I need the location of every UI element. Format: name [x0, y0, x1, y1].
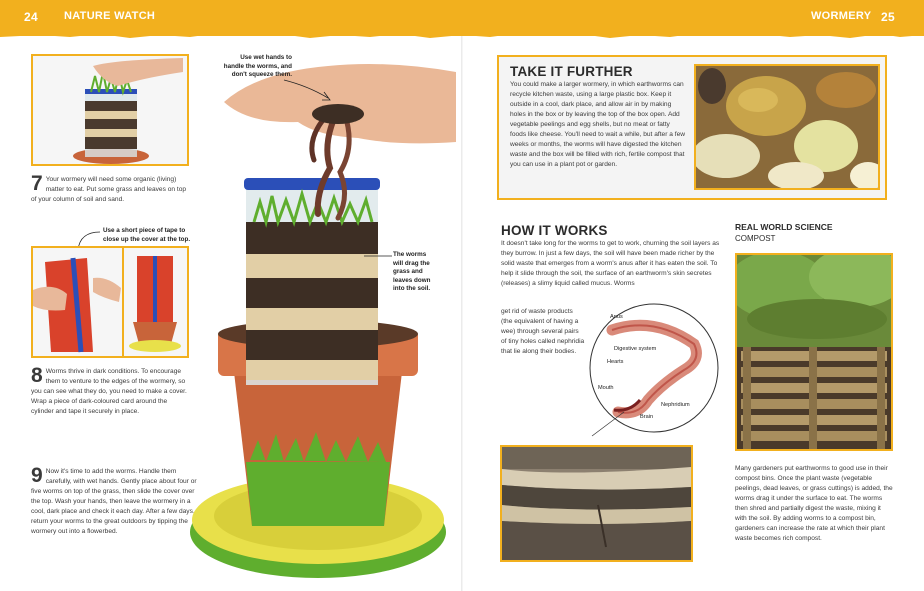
step9-text: Now it's time to add the worms. Handle them carefully, with wet hands. Gently place about four or five worms on top of the grass, then slide the cover over the top. Wash your hands, then leave the wormery in a cool, dark place and check it each day. After a few days, return your worms to the great outdoors by tipping the wormery out into a flowerbed.: [31, 468, 197, 535]
soil-layers-photo: [500, 445, 693, 562]
step9-number: 9: [31, 464, 43, 487]
step8-text: Worms thrive in dark conditions. To encourage them to venture to the edges of the wormery, so you can see what they do, you need to make a cover. Wrap a piece of dark-coloured card around the cylinder and tape it securely in place.: [31, 368, 187, 415]
step9-instruction: [31, 464, 197, 537]
left-running-title: NATURE WATCH: [64, 10, 156, 22]
step8-instruction: [31, 364, 191, 417]
wet-hands-callout: Use wet hands to handle the worms, and don't squeeze them.: [223, 54, 292, 78]
wormery-illustration: [188, 42, 460, 587]
label-hearts: Hearts: [607, 359, 624, 365]
right-page-number: 25: [881, 10, 895, 24]
label-anus: Anus: [610, 314, 623, 320]
how-it-works-text-wide: It doesn't take long for the worms to get to work, churning the soil layers as they burrow. In just a few days, the soil will have been made richer by the solid waste that emerges from a worm's anus after it has eaten the soil. To help it slide through the soil, the surface of an earthworm's skin secretes (releases) a slimy liquid called mucus. Worms: [501, 240, 720, 287]
step8-photo: [31, 246, 189, 358]
real-world-science-title: REAL WORLD SCIENCE: [735, 222, 833, 232]
label-mouth: Mouth: [598, 385, 614, 391]
step7-number: 7: [31, 172, 43, 195]
step7-instruction: [31, 172, 191, 205]
step7-text: Your wormery will need some organic (living) matter to eat. Put some grass and leaves on top of your column of soil and sand.: [31, 176, 187, 203]
compost-bin-photo: [735, 253, 893, 451]
real-world-science-text: Many gardeners put earthworms to good use in their compost bins. Once the plant waste (vegetable peelings, dead leaves, or grass cuttings) is added, the worms drag it under the surface to eat. The worms then shred and partially digest the waste, mixing it with the soil. By adding worms to a compost bin, gardeners can increase the rate at which their plant waste becomes rich compost.: [735, 465, 893, 542]
worms-drag-callout: The worms will drag the grass and leaves down into the soil.: [393, 251, 431, 292]
real-world-science-heading: [735, 222, 833, 244]
label-nephridium: Nephridium: [661, 402, 690, 408]
label-digestive-system: Digestive system: [614, 346, 657, 352]
take-it-further-title: TAKE IT FURTHER: [510, 64, 633, 79]
right-running-title: WORMERY: [811, 10, 872, 22]
label-brain: Brain: [640, 414, 654, 420]
how-it-works-title: HOW IT WORKS: [501, 223, 608, 238]
step8-number: 8: [31, 364, 43, 387]
how-it-works-text-narrow: get rid of waste products (the equivalent of having a wee) through several pairs of tiny holes called nephridia that lie along their bodies.: [501, 308, 585, 355]
tape-callout: Use a short piece of tape to close up the cover at the top.: [103, 227, 191, 243]
take-it-further-text: You could make a larger wormery, in which earthworms can recycle kitchen waste, using a large plastic box. Keep it outside in a cool, dark place, and allow air in by making holes in the box or by leaving the top of the box open. Add vegetable peelings and egg shells, but no meat or fatty foods like cheese. You'll need to wait a while, but after a few weeks or months, the worms will have digested the kitchen waste and the box will be filled with rich, fertile compost that you can use in a plant pot or garden.: [510, 81, 686, 168]
left-page-number: 24: [24, 10, 38, 24]
worm-anatomy-diagram: [584, 300, 724, 440]
real-world-science-subtitle: COMPOST: [735, 234, 776, 243]
step7-photo: [31, 54, 189, 166]
kitchen-waste-photo: [694, 64, 880, 190]
page-spine: [461, 36, 463, 591]
